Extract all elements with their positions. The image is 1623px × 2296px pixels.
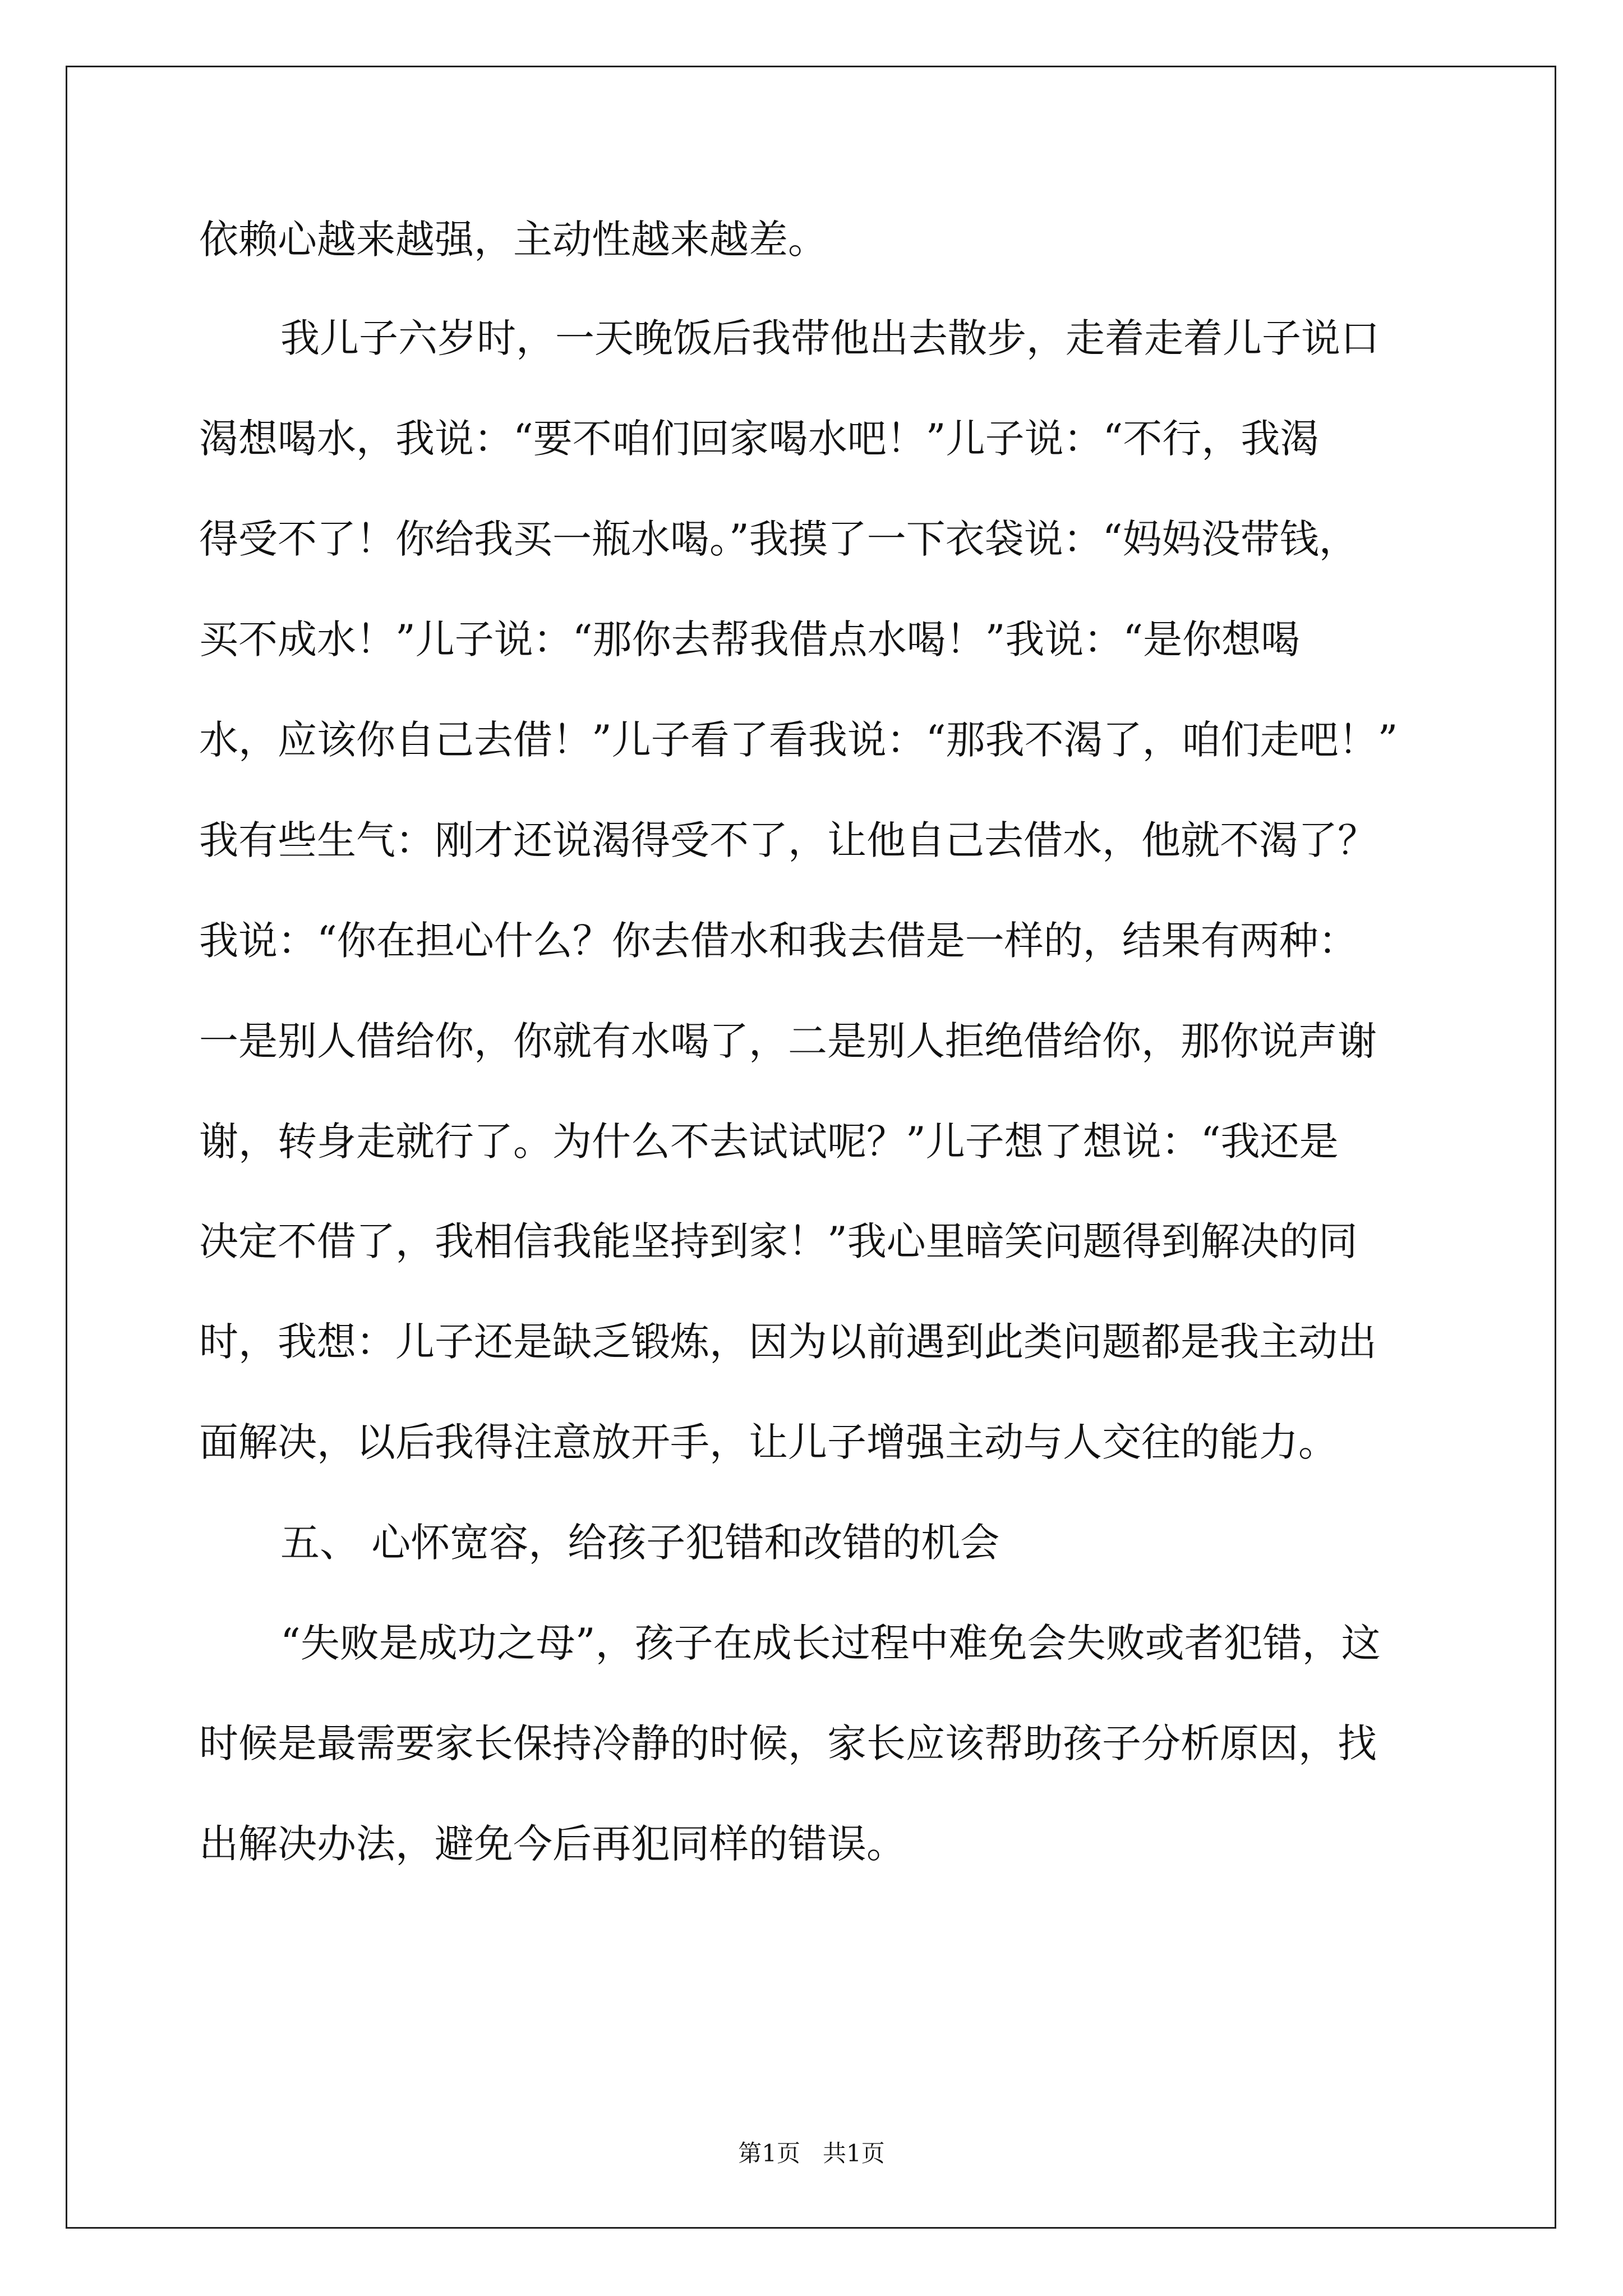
text-line: 谢，转身走就行了。为什么不去试试呢？”儿子想了想说：“我还是 <box>199 1119 1339 1165</box>
text-line: 面解决，以后我得注意放开手，让儿子增强主动与人交往的能力。 <box>199 1419 1338 1465</box>
text-line: 我说：“你在担心什么？你去借水和我去借是一样的，结果有两种： <box>199 918 1358 964</box>
text-line: 决定不借了，我相信我能坚持到家！”我心里暗笑问题得到解决的同 <box>199 1218 1358 1264</box>
text-line: 依赖心越来越强，主动性越来越差。 <box>199 217 827 263</box>
paragraph-first-line: “失败是成功之母”，孩子在成长过程中难免会失败或者犯错，这 <box>280 1620 1381 1666</box>
text-line: 一是别人借给你，你就有水喝了，二是别人拒绝借给你，那你说声谢 <box>199 1018 1377 1064</box>
paragraph-first-line: 我儿子六岁时，一天晚饭后我带他出去散步，走着走着儿子说口 <box>280 315 1380 361</box>
text-line: 水，应该你自己去借！”儿子看了看我说：“那我不渴了，咱们走吧！” <box>199 717 1398 763</box>
text-line: 我有些生气：刚才还说渴得受不了，让他自己去借水，他就不渴了？ <box>199 817 1377 863</box>
text-line: 时，我想：儿子还是缺乏锻炼，因为以前遇到此类问题都是我主动出 <box>199 1319 1377 1365</box>
text-line: 得受不了！你给我买一瓶水喝。”我摸了一下衣袋说：“妈妈没带钱， <box>199 516 1358 562</box>
section-heading: 五、 心怀宽容，给孩子犯错和改错的机会 <box>280 1520 1000 1566</box>
page-footer: 第1页 共1页 <box>738 2139 885 2167</box>
text-line: 出解决办法，避免今后再犯同样的错误。 <box>199 1821 906 1867</box>
text-line: 买不成水！”儿子说：“那你去帮我借点水喝！”我说：“是你想喝 <box>199 616 1301 662</box>
text-line: 时候是最需要家长保持冷静的时候，家长应该帮助孩子分析原因，找 <box>199 1720 1377 1766</box>
text-line: 渴想喝水，我说：“要不咱们回家喝水吧！”儿子说：“不行，我渴 <box>199 416 1320 462</box>
